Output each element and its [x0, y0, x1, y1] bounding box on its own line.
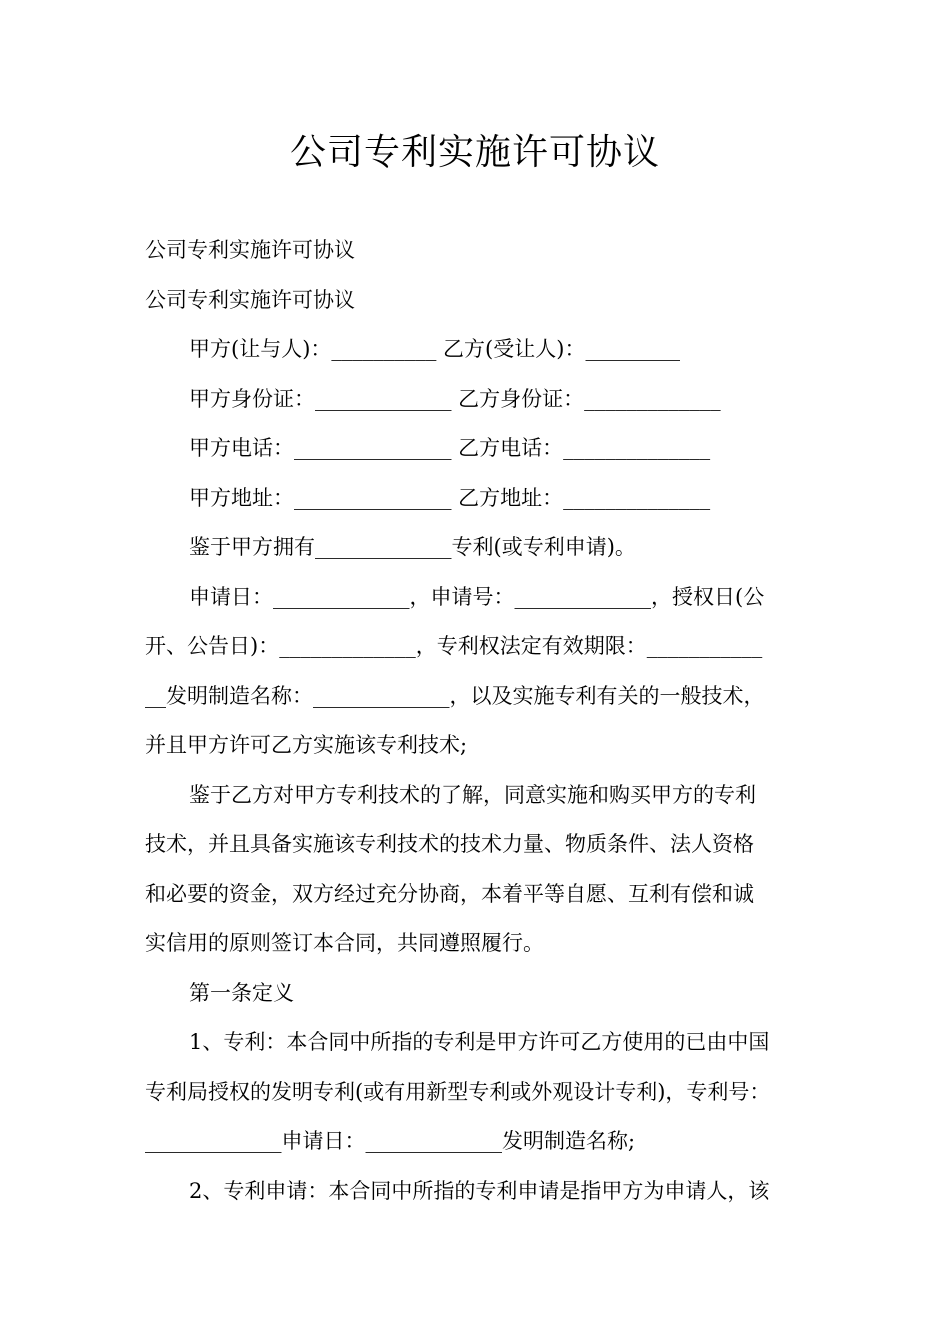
document-line: 申请日：_____________，申请号：_____________，授权日(公	[189, 584, 765, 609]
document-line: __发明制造名称：_____________，以及实施专利有关的一般技术，	[145, 683, 765, 708]
document-line: 开、公告日)：_____________，专利权法定有效期限：___________	[145, 634, 763, 658]
document-title: 公司专利实施许可协议	[289, 132, 660, 173]
document-line: 技术，并且具备实施该专利技术的技术力量、物质条件、法人资格	[145, 832, 754, 856]
document-line: 2、专利申请：本合同中所指的专利申请是指甲方为申请人，该	[189, 1178, 770, 1203]
document-line: 鉴于乙方对甲方专利技术的了解，同意实施和购买甲方的专利	[189, 782, 756, 807]
document-line: 甲方身份证：_____________ 乙方身份证：_____________	[189, 386, 721, 411]
document-line: 实信用的原则签订本合同，共同遵照履行。	[145, 931, 544, 955]
document-line: 专利局授权的发明专利(或有用新型专利或外观设计专利)，专利号：	[145, 1079, 771, 1104]
document-line: 和必要的资金，双方经过充分协商，本着平等自愿、互利有偿和诚	[145, 881, 754, 906]
document-line: 第一条定义	[189, 980, 294, 1005]
document-line: 公司专利实施许可协议	[145, 287, 355, 312]
document-body	[145, 226, 817, 1216]
document-line: 甲方(让与人)：__________ 乙方(受让人)：_________	[189, 337, 680, 361]
document-line: 并且甲方许可乙方实施该专利技术;	[145, 733, 468, 757]
document-line: 公司专利实施许可协议	[145, 238, 355, 262]
document-line: 甲方电话：_______________ 乙方电话：______________	[189, 436, 711, 460]
document-line: 鉴于甲方拥有_____________专利(或专利申请)。	[189, 535, 636, 559]
document-line: 甲方地址：_______________ 乙方地址：______________	[189, 485, 711, 510]
document-line: _____________申请日：_____________发明制造名称;	[145, 1129, 636, 1153]
document-line: 1、专利：本合同中所指的专利是甲方许可乙方使用的已由中国	[189, 1030, 770, 1054]
